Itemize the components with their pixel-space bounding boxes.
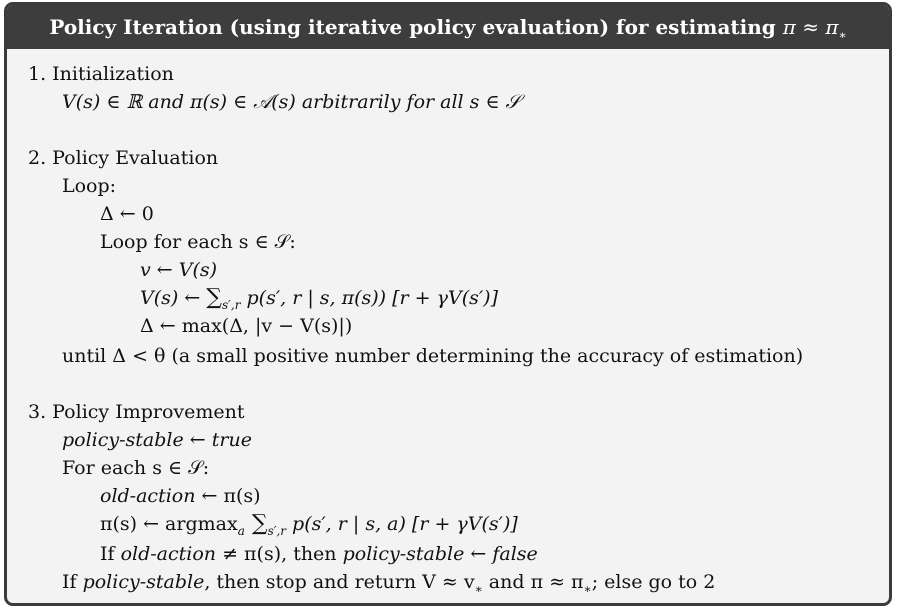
pi-star-sub: ∗ xyxy=(583,581,592,596)
policy-stable-label: policy-stable xyxy=(62,429,184,451)
step2-until: until Δ < θ (a small positive number determining the accuracy of estimation) xyxy=(62,345,804,367)
step3-old-action xyxy=(100,483,261,509)
step2-update-rhs: p(s′, r | s, π(s)) [r + γV(s′)] xyxy=(240,287,498,309)
step2-heading: 2. Policy Evaluation xyxy=(28,147,219,169)
sum-symbol: ∑ xyxy=(206,285,223,310)
argmax-lhs: π(s) ← argmax xyxy=(100,513,238,535)
final-and: and π ≈ π xyxy=(482,571,584,593)
if-text: If xyxy=(100,543,121,565)
policy-stable-final: policy-stable xyxy=(82,571,205,593)
step3-for-each: For each s ∈ 𝒮: xyxy=(62,457,210,479)
step1-init-line: V(s) ∈ ℝ and π(s) ∈ 𝒜(s) arbitrarily for all s ∈ 𝒮 xyxy=(62,91,521,113)
old-action-label: old-action xyxy=(100,485,196,507)
false-label: false xyxy=(492,543,538,565)
title-text: Policy Iteration (using iterative policy evaluation) for estimating xyxy=(49,15,783,39)
step2-v-assign: v ← V(s) xyxy=(140,259,218,281)
sum-subscript: s′,r xyxy=(222,297,241,312)
step2-value-update xyxy=(140,285,498,311)
step3-final xyxy=(62,569,715,595)
step3-policy-update xyxy=(100,511,518,537)
step2-loop: Loop: xyxy=(62,175,117,197)
final-if: If xyxy=(62,571,83,593)
step2-loop-each: Loop for each s ∈ 𝒮: xyxy=(100,231,296,253)
neq-text: ≠ π(s), then xyxy=(216,543,343,565)
arrow-text: ← xyxy=(183,429,212,451)
final-else: ; else go to 2 xyxy=(591,571,716,593)
step2-update-lhs: V(s) ← xyxy=(140,287,207,309)
arrow-text-2: ← xyxy=(464,543,493,565)
step3-heading: 3. Policy Improvement xyxy=(28,401,245,423)
argmax-rhs: p(s′, r | s, a) [r + γV(s′)] xyxy=(286,513,518,535)
final-return: , then stop and return V ≈ v xyxy=(204,571,475,593)
policy-stable-ref: policy-stable xyxy=(342,543,465,565)
sum-subscript-2: s′,r xyxy=(267,523,286,538)
step3-if-changed xyxy=(100,541,538,567)
v-star-sub: ∗ xyxy=(474,581,483,596)
old-action-assign: ← π(s) xyxy=(195,485,261,507)
true-label: true xyxy=(211,429,252,451)
step2-delta-init: Δ ← 0 xyxy=(100,203,154,225)
step3-stable-true xyxy=(62,427,252,453)
title-subscript: ∗ xyxy=(838,28,847,42)
title-math: π ≈ π xyxy=(782,15,839,39)
old-action-ref: old-action xyxy=(120,543,217,565)
sum-symbol-2: ∑ xyxy=(244,511,268,536)
algorithm-title xyxy=(7,5,889,49)
argmax-subscript: a xyxy=(237,523,245,538)
step1-heading: 1. Initialization xyxy=(28,63,174,85)
step2-delta-max: Δ ← max(Δ, |v − V(s)|) xyxy=(140,315,353,337)
algorithm-box xyxy=(4,2,892,606)
